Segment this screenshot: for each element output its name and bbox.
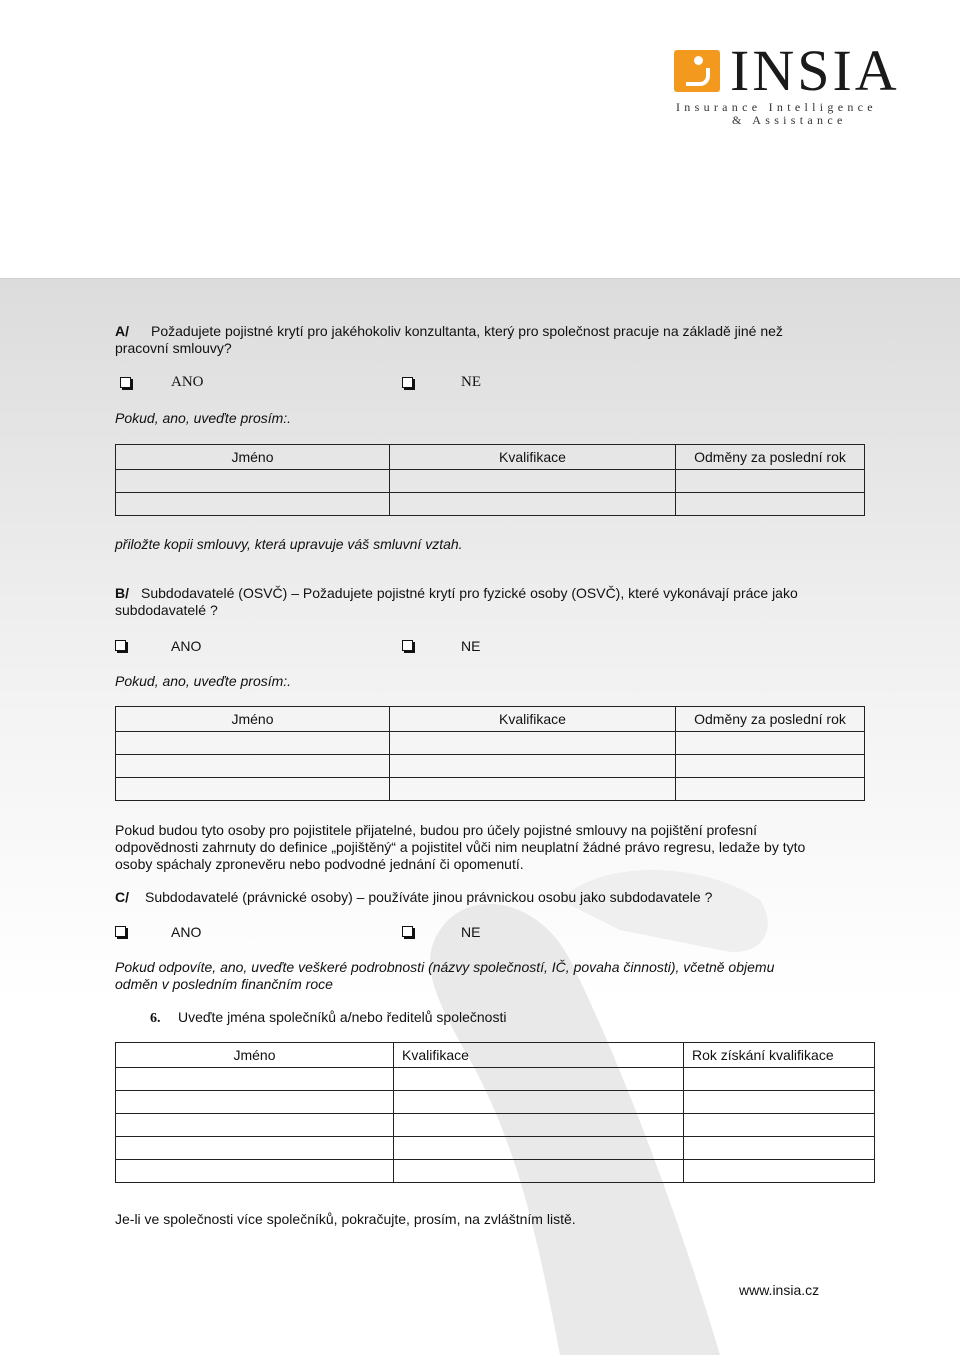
section-c-no-label: NE — [461, 924, 481, 940]
section-c-label: C/ — [115, 889, 129, 905]
section-6-number: 6. — [150, 1011, 161, 1026]
section-6-title: Uveďte jména společníků a/nebo ředitelů společnosti — [178, 1009, 507, 1025]
section-6-heading — [150, 1009, 506, 1027]
table-cell[interactable] — [676, 778, 865, 801]
table-cell[interactable] — [676, 755, 865, 778]
col-header-remuneration: Odměny za poslední rok — [676, 445, 865, 470]
section-a-label: A/ — [115, 323, 129, 339]
logo-tagline-1: Insurance Intelligence — [676, 100, 877, 114]
table-cell[interactable] — [116, 470, 390, 493]
logo-i-icon — [674, 50, 720, 92]
section-a-no-checkbox[interactable] — [402, 377, 413, 388]
col-header-qualification-year: Rok získání kvalifikace — [684, 1043, 875, 1068]
section-b-instruction: Pokud, ano, uveďte prosím:. — [115, 673, 292, 689]
section-b-yes-label: ANO — [171, 638, 202, 654]
table-cell[interactable] — [394, 1160, 684, 1183]
table-cell[interactable] — [116, 493, 390, 516]
table-cell[interactable] — [116, 1160, 394, 1183]
table-cell[interactable] — [684, 1091, 875, 1114]
section-a-yes-label: ANO — [171, 374, 204, 390]
col-header-name: Jméno — [116, 1043, 394, 1068]
section-b-table — [115, 706, 865, 801]
logo-wordmark: INSIA — [730, 38, 900, 103]
table-cell[interactable] — [684, 1160, 875, 1183]
table-cell[interactable] — [390, 755, 676, 778]
section-b-question-text: Subdodavatelé (OSVČ) – Požadujete pojistné krytí pro fyzické osoby (OSVČ), které vykonávají práce jako subdodavatelé ? — [115, 585, 798, 618]
table-cell[interactable] — [116, 755, 390, 778]
logo-tagline-2: & Assistance — [732, 113, 847, 127]
table-cell[interactable] — [676, 493, 865, 516]
table-cell[interactable] — [684, 1068, 875, 1091]
section-c-question — [115, 889, 835, 906]
section-c-yes-label: ANO — [171, 924, 202, 940]
section-a-table — [115, 444, 865, 516]
section-a-note: přiložte kopii smlouvy, která upravuje váš smluvní vztah. — [115, 536, 463, 552]
section-b-question — [115, 585, 835, 619]
section-b-no-label: NE — [461, 638, 481, 654]
table-cell[interactable] — [390, 732, 676, 755]
table-cell[interactable] — [390, 493, 676, 516]
section-b-note: Pokud budou tyto osoby pro pojistitele přijatelné, budou pro účely pojistné smlouvy na pojištění profesní odpovědnosti zahrnuty do definice „pojištěný“ a pojistitel vůči nim neuplatní žádné právo regresu, ledaže by tyto osoby spáchaly zpronevěru nebo podvodné jednání či opomenutí. — [115, 822, 806, 872]
section-b-no-checkbox[interactable] — [402, 640, 413, 651]
section-c-yes-checkbox[interactable] — [115, 926, 126, 937]
section-b-yes-checkbox[interactable] — [115, 640, 126, 651]
table-cell[interactable] — [116, 1137, 394, 1160]
section-a-instruction: Pokud, ano, uveďte prosím:. — [115, 410, 292, 426]
table-cell[interactable] — [676, 732, 865, 755]
section-c-instruction: Pokud odpovíte, ano, uveďte veškeré podrobnosti (názvy společností, IČ, povaha činnosti), včetně objemu odměn v posledním finančním roce — [115, 959, 775, 992]
table-cell[interactable] — [116, 778, 390, 801]
table-cell[interactable] — [684, 1137, 875, 1160]
col-header-name: Jméno — [116, 445, 390, 470]
table-cell[interactable] — [116, 1091, 394, 1114]
section-a-question — [115, 323, 835, 357]
section-b-label: B/ — [115, 585, 129, 601]
table-cell[interactable] — [394, 1114, 684, 1137]
section-6-note: Je-li ve společnosti více společníků, pokračujte, prosím, na zvláštním listě. — [115, 1211, 576, 1227]
table-cell[interactable] — [684, 1114, 875, 1137]
table-cell[interactable] — [394, 1068, 684, 1091]
table-cell[interactable] — [390, 470, 676, 493]
table-cell[interactable] — [394, 1137, 684, 1160]
col-header-qualification: Kvalifikace — [394, 1043, 684, 1068]
col-header-name: Jméno — [116, 707, 390, 732]
table-cell[interactable] — [394, 1091, 684, 1114]
col-header-remuneration: Odměny za poslední rok — [676, 707, 865, 732]
insia-logo — [672, 38, 922, 132]
table-cell[interactable] — [116, 1114, 394, 1137]
section-6-table — [115, 1042, 875, 1183]
section-a-no-label: NE — [461, 374, 481, 390]
table-cell[interactable] — [116, 1068, 394, 1091]
footer-website[interactable]: www.insia.cz — [739, 1282, 820, 1298]
section-c-no-checkbox[interactable] — [402, 926, 413, 937]
table-cell[interactable] — [390, 778, 676, 801]
col-header-qualification: Kvalifikace — [390, 445, 676, 470]
section-c-question-text: Subdodavatelé (právnické osoby) – používáte jinou právnickou osobu jako subdodavatele ? — [145, 889, 713, 905]
table-cell[interactable] — [116, 732, 390, 755]
table-cell[interactable] — [676, 470, 865, 493]
col-header-qualification: Kvalifikace — [390, 707, 676, 732]
section-a-question-text: Požadujete pojistné krytí pro jakéhokoliv konzultanta, který pro společnost pracuje na základě jiné než pracovní smlouvy? — [115, 323, 783, 356]
section-a-yes-checkbox[interactable] — [120, 377, 131, 388]
